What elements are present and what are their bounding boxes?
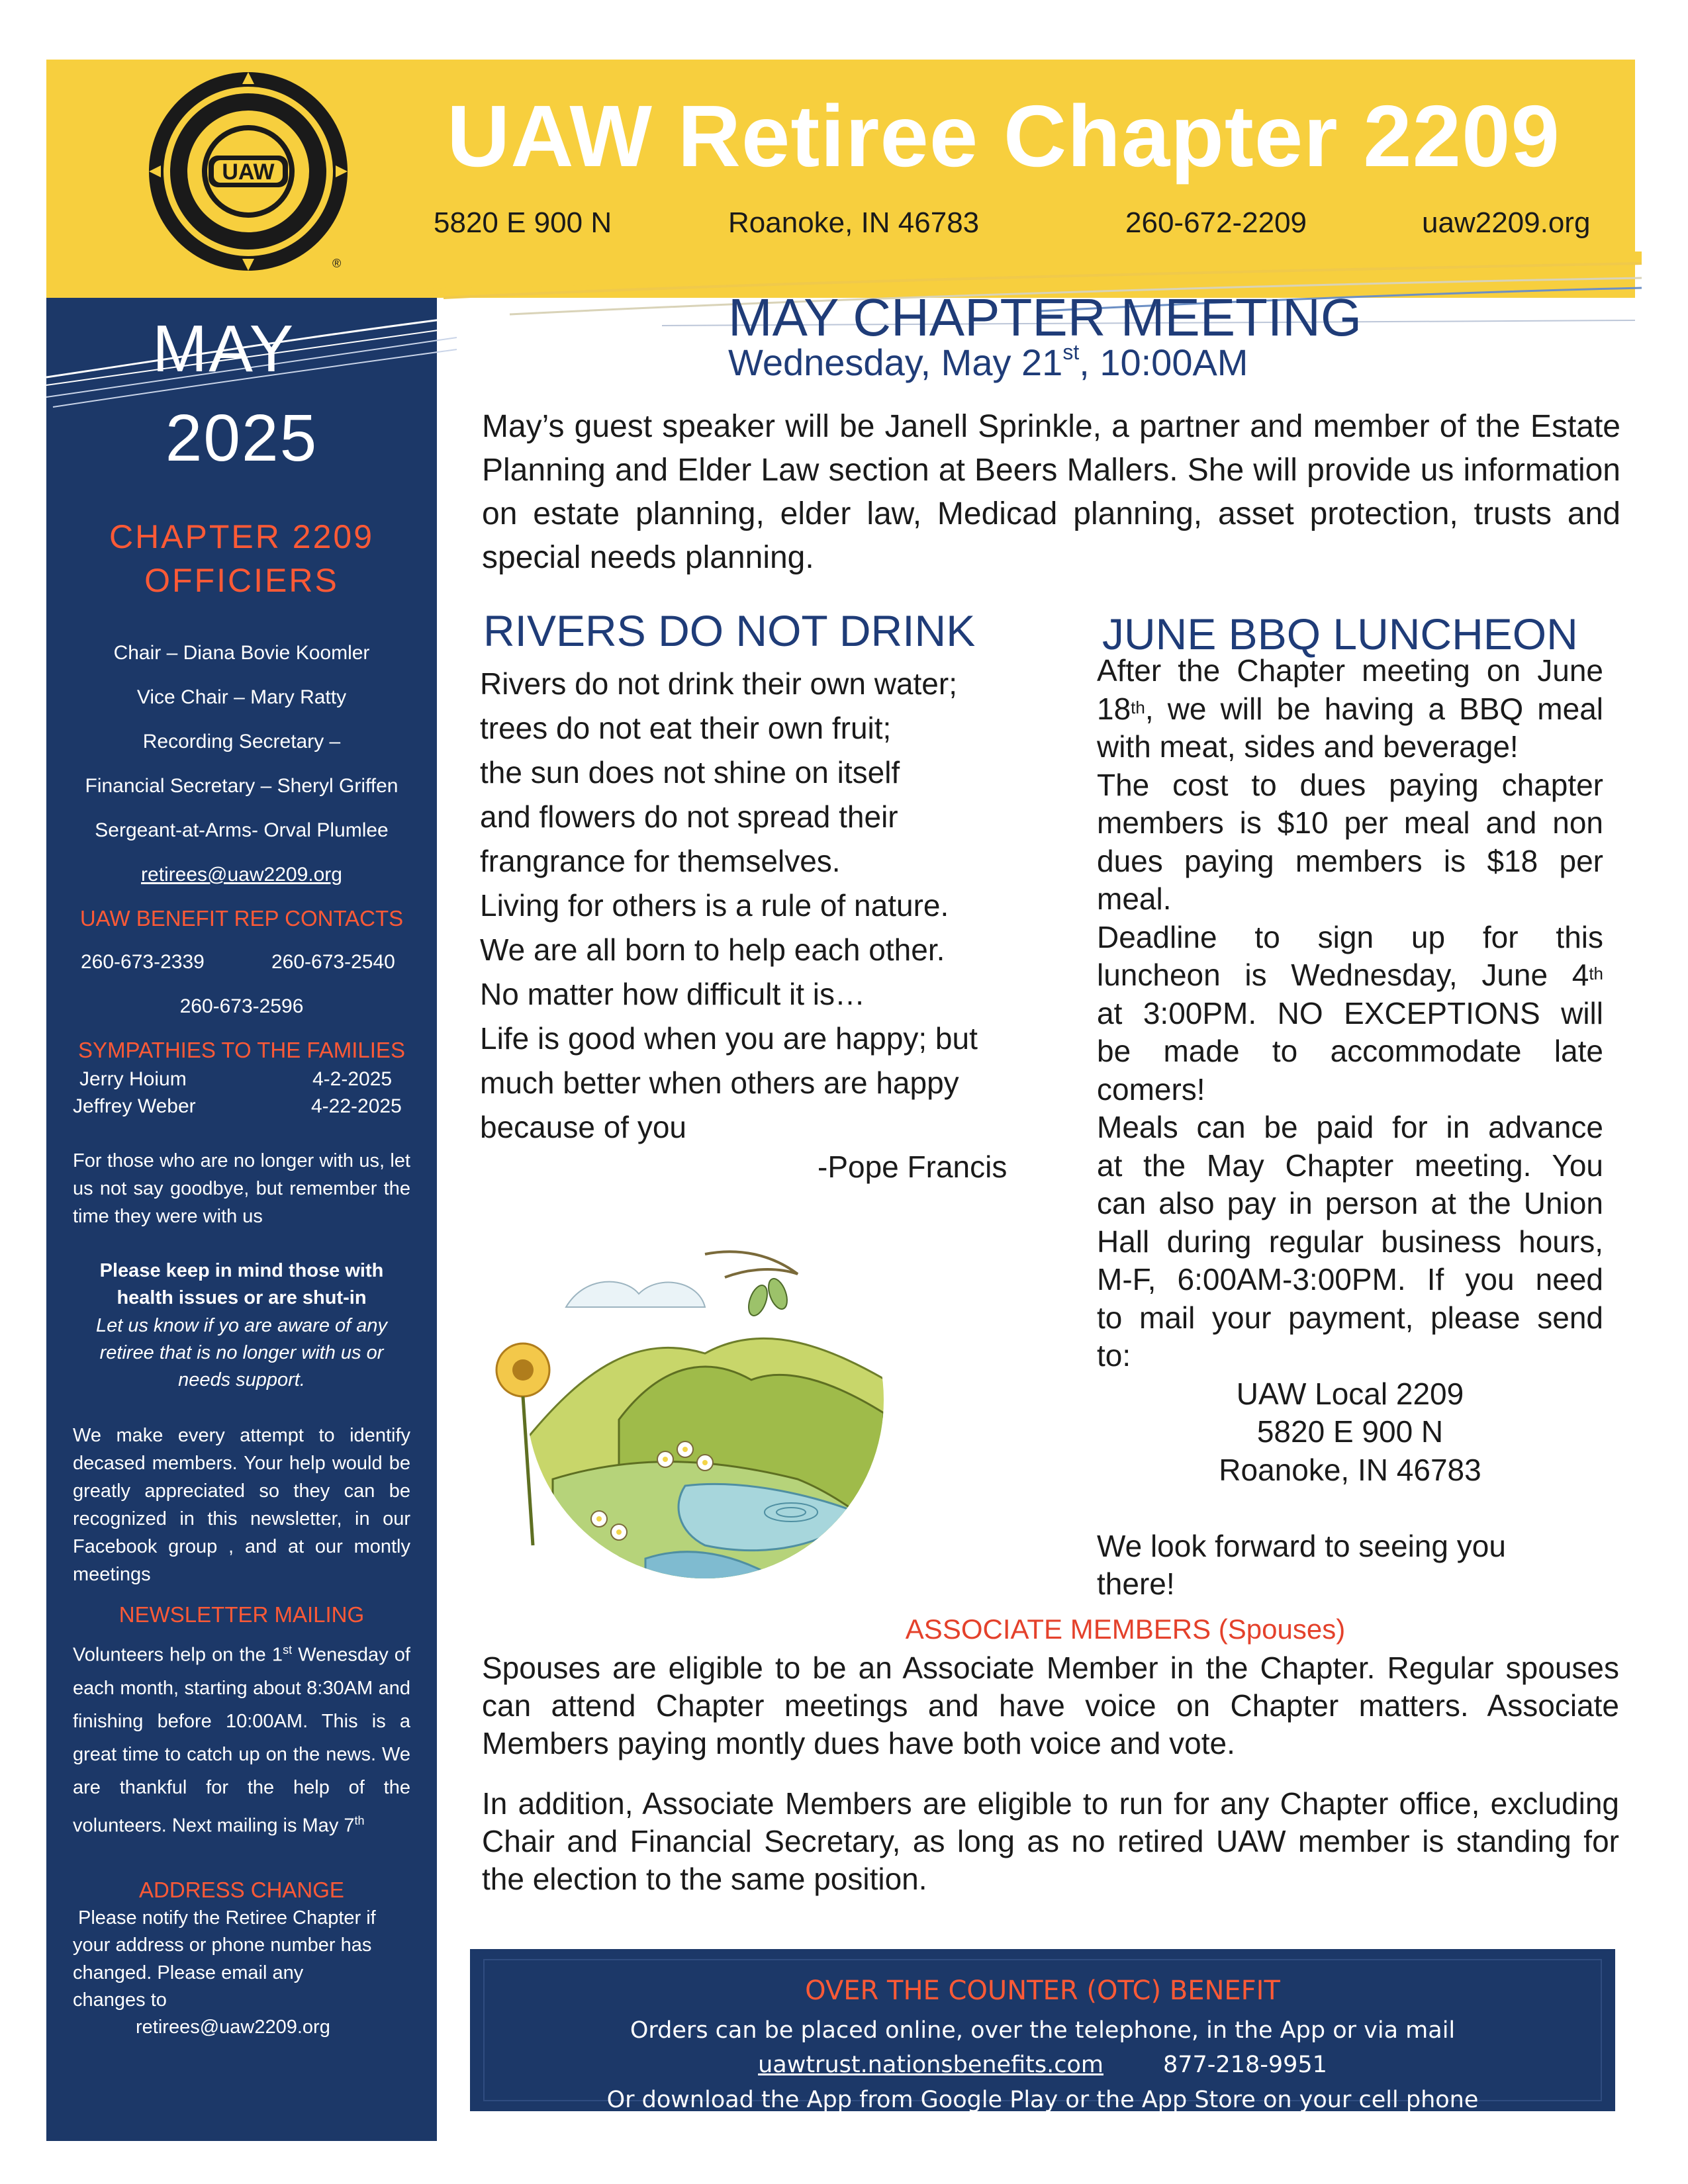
remember-text: For those who are no longer with us, let us not say goodbye, but remember the time they were with us (73, 1150, 410, 1227)
deceased-text: We make every attempt to identify decased members. Your help would be greatly appreciated so they can be recognized in this newsletter, in our Facebook group , and at our montly meetings (73, 1425, 410, 1585)
officers-email-link[interactable]: retirees@uaw2209.org (141, 864, 342, 886)
bbq-line-sup: th (1589, 964, 1603, 983)
poem-line: the sun does not shine on itself (480, 755, 900, 790)
bbq-line: Meals can be paid for in advance (1097, 1110, 1603, 1144)
poem-line: No matter how difficult it is… (480, 977, 866, 1011)
sidebar-month: MAY (152, 312, 295, 386)
header-street: 5820 E 900 N (434, 206, 612, 239)
bbq-line: be made to accommodate late (1097, 1034, 1603, 1068)
bbq-line: meal. (1097, 882, 1172, 916)
bbq-line (1097, 956, 1603, 995)
bbq-line: can also pay in person at the Union (1097, 1186, 1603, 1220)
header-website[interactable]: uaw2209.org (1422, 206, 1591, 239)
sidebar-year: 2025 (165, 401, 318, 475)
address-line3: changed. Please email any (73, 1962, 304, 1983)
address-line2: your address or phone number has (73, 1934, 372, 1956)
address-line4: changes to (73, 1989, 167, 2011)
bbq-line: at the May Chapter meeting. You (1097, 1148, 1603, 1183)
otc-line-3: Or download the App from Google Play or the App Store on your cell phone (606, 2087, 1479, 2113)
poem-line: and flowers do not spread their (480, 799, 898, 834)
sympathy-name-2: Jeffrey Weber (73, 1095, 196, 1117)
mail-address-line3: Roanoke, IN 46783 (1219, 1452, 1481, 1487)
poem-line: We are all born to help each other. (480, 933, 945, 967)
mail-address-line1: UAW Local 2209 (1236, 1376, 1464, 1411)
meeting-date-post: , 10:00AM (1079, 341, 1248, 383)
associate-paragraph-2: In addition, Associate Members are eligible to run for any Chapter office, excluding Chair and Financial Secretary, as long as no retired UAW member is standing for the election to the same position. (482, 1786, 1619, 1896)
shutin-bold-line2: health issues or are shut-in (117, 1287, 367, 1308)
bbq-line: Deadline to sign up for this (1097, 919, 1603, 954)
officer-vice-chair: Vice Chair – Mary Ratty (136, 686, 347, 708)
shutin-italic-line1: Let us know if yo are aware of any (95, 1315, 388, 1336)
bbq-line: The cost to dues paying chapter (1097, 767, 1603, 802)
poem-author: -Pope Francis (818, 1150, 1008, 1184)
benefit-phone-2: 260-673-2540 (271, 951, 395, 973)
poem (480, 662, 1076, 1150)
meeting-date-pre: Wednesday, May 21 (728, 341, 1063, 383)
associate-paragraph-1: Spouses are eligible to be an Associate Member in the Chapter. Regular spouses can attend Chapter meetings and have voice on Chapter matters. Associate Members paying montly dues have both voice and vote. (482, 1651, 1619, 1760)
shutin-italic-line3: needs support. (178, 1369, 305, 1390)
bbq-body (1097, 652, 1603, 1604)
bbq-line: After the Chapter meeting on June (1097, 653, 1603, 688)
address-heading: ADDRESS CHANGE (139, 1878, 344, 1902)
otc-website-link[interactable]: uawtrust.nationsbenefits.com (758, 2052, 1103, 2078)
sympathy-date-2: 4-22-2025 (311, 1095, 402, 1117)
bbq-spacer (1097, 1489, 1603, 1527)
mailing-text (73, 1633, 410, 1842)
officers-heading-line2: OFFICIERS (144, 562, 339, 599)
bbq-line: M-F, 6:00AM-3:00PM. If you need (1097, 1262, 1603, 1297)
mailing-text-sup2: th (354, 1813, 365, 1827)
bbq-line: to mail your payment, please send (1097, 1300, 1603, 1335)
otc-line-1: Orders can be placed online, over the telephone, in the App or via mail (630, 2017, 1456, 2044)
bbq-heading: JUNE BBQ LUNCHEON (1102, 610, 1578, 659)
meeting-title: MAY CHAPTER MEETING (728, 288, 1362, 347)
mailing-text-part1: Volunteers help on the 1 (73, 1644, 283, 1666)
bbq-line: to: (1097, 1338, 1131, 1373)
officer-financial-secretary: Financial Secretary – Sheryl Griffen (85, 775, 399, 797)
uaw-logo (99, 69, 351, 274)
otc-contact-line (470, 2052, 1615, 2078)
mail-address-line2: 5820 E 900 N (1256, 1414, 1444, 1449)
bbq-line-pre: luncheon is Wednesday, June 4 (1097, 958, 1589, 992)
poem-line: Rivers do not drink their own water; (480, 666, 957, 701)
bbq-line: comers! (1097, 1071, 1205, 1107)
sympathy-date-1: 4-2-2025 (312, 1068, 393, 1090)
otc-heading: OVER THE COUNTER (OTC) BENEFIT (805, 1976, 1280, 2006)
benefit-heading: UAW BENEFIT REP CONTACTS (79, 906, 404, 931)
address-email-link[interactable]: retirees@uaw2209.org (136, 2017, 330, 2038)
registered-mark: ® (332, 257, 342, 270)
poem-line: Life is good when you are happy; but (480, 1021, 978, 1056)
bbq-closing-line1: We look forward to seeing you (1097, 1528, 1506, 1563)
bbq-line: Hall during regular business hours, (1097, 1224, 1603, 1259)
otc-phone: 877-218-9951 (1162, 2052, 1327, 2078)
mailing-text-sup1: st (283, 1643, 293, 1657)
newsletter-title: UAW Retiree Chapter 2209 (447, 87, 1560, 185)
nature-illustration (487, 1201, 904, 1585)
benefit-phone-1: 260-673-2339 (81, 951, 205, 973)
shutin-bold-line1: Please keep in mind those with (99, 1260, 384, 1281)
poem-line: much better when others are happy (480, 1066, 959, 1100)
bbq-line (1097, 690, 1603, 729)
poem-line: trees do not eat their own fruit; (480, 711, 892, 745)
sympathy-name-1: Jerry Hoium (79, 1068, 187, 1090)
bbq-line: dues paying members is $18 per (1097, 843, 1603, 878)
bbq-line: members is $10 per meal and non (1097, 805, 1603, 840)
bbq-line-post: , we will be having a BBQ meal (1145, 691, 1603, 726)
bbq-line-sup: th (1131, 697, 1145, 717)
bbq-line-pre: 18 (1097, 691, 1131, 726)
officer-sergeant-at-arms: Sergeant-at-Arms- Orval Plumlee (95, 819, 389, 841)
officers-heading (46, 515, 437, 602)
logo-text: UAW (222, 159, 275, 185)
poem-line: because of you (480, 1110, 687, 1144)
benefit-phone-3: 260-673-2596 (179, 995, 304, 1017)
sympathies-heading: SYMPATHIES TO THE FAMILIES (78, 1038, 405, 1062)
mailing-heading: NEWSLETTER MAILING (118, 1602, 365, 1627)
mailing-text-part2: Wenesday of each month, starting about 8:30AM and finishing before 10:00AM. This is a great time to catch up on the news. We are thankful for the help of the volunteers. Next mailing is May 7 (73, 1644, 410, 1837)
poem-line: frangrance for themselves. (480, 844, 841, 878)
meeting-date (728, 340, 1248, 383)
shutin-italic-line2: retiree that is no longer with us or (99, 1342, 384, 1363)
poem-line: Living for others is a rule of nature. (480, 888, 949, 923)
bbq-closing-line2: there! (1097, 1567, 1175, 1601)
rivers-heading: RIVERS DO NOT DRINK (483, 606, 976, 655)
header-phone: 260-672-2209 (1125, 206, 1307, 239)
address-line1: Please notify the Retiree Chapter if (78, 1907, 376, 1929)
meeting-paragraph: May’s guest speaker will be Janell Sprinkle, a partner and member of the Estate Planning and Elder Law section at Beers Mallers. She will provide us information on estate planning, elder law, Medicad planning, asset protection, trusts and special needs planning. (482, 409, 1620, 575)
bbq-line: with meat, sides and beverage! (1097, 729, 1519, 764)
bbq-line: at 3:00PM. NO EXCEPTIONS will (1097, 995, 1603, 1030)
meeting-date-sup: st (1062, 340, 1080, 364)
header-city: Roanoke, IN 46783 (728, 206, 980, 239)
officer-chair: Chair – Diana Bovie Koomler (113, 642, 370, 664)
officer-recording-secretary: Recording Secretary – (142, 731, 341, 752)
associate-heading: ASSOCIATE MEMBERS (Spouses) (905, 1614, 1346, 1645)
officers-heading-line1: CHAPTER 2209 (109, 518, 375, 555)
